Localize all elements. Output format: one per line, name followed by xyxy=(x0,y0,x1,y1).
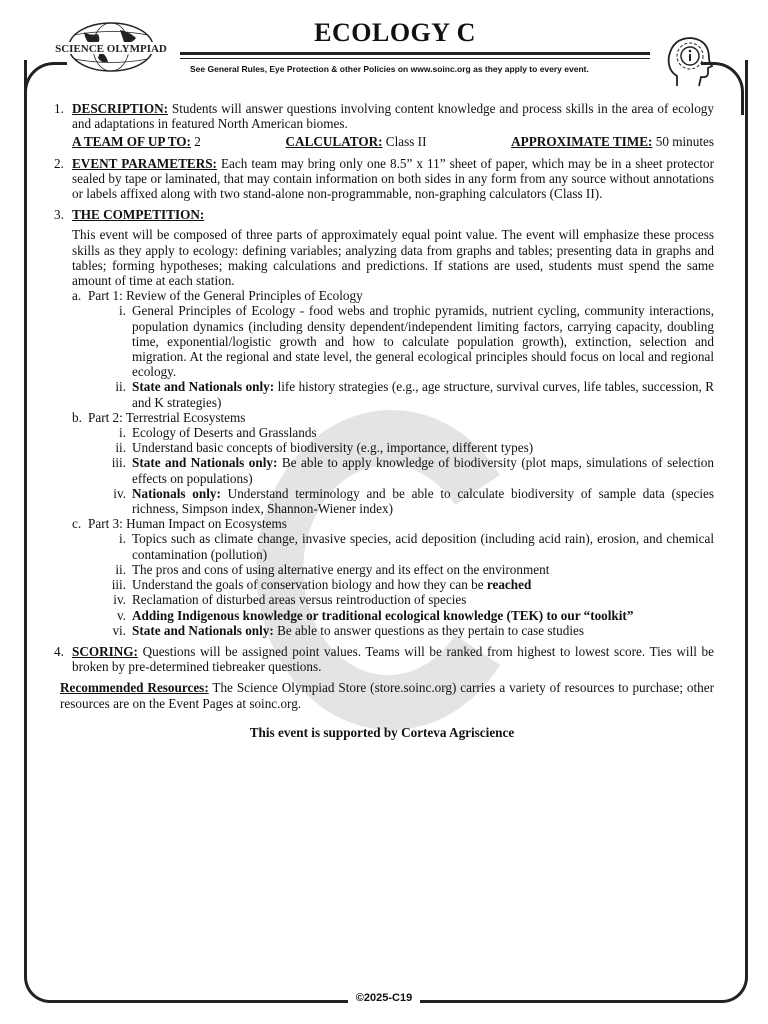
item-number: iii. xyxy=(111,455,126,471)
calculator-label: CALCULATOR: xyxy=(285,134,383,150)
competition-intro: This event will be composed of three parts of approximately equal point value. The event will emphasize these process skills as they apply to ecology: defining variables; analyzing data from graphs and tables; presenting data in graphs and tables; forming hypotheses; making calculations and predictions. If stations are used, students must spend the same amount of time at each station. xyxy=(72,227,714,289)
item-number: i. xyxy=(119,425,126,441)
time-value: 50 minutes xyxy=(652,134,714,150)
item-number: i. xyxy=(119,303,126,319)
list-item xyxy=(88,608,714,623)
section-heading: DESCRIPTION: xyxy=(72,101,168,116)
item-number: iv. xyxy=(113,592,126,608)
section-number: 1. xyxy=(54,101,64,116)
footer xyxy=(0,988,768,1006)
list-item xyxy=(88,425,714,440)
approximate-time xyxy=(511,134,714,149)
item-text: The pros and cons of using alternative energy and its effect on the environment xyxy=(132,561,550,577)
resources-text: The Science Olympiad Store (store.soinc.org) carries a variety of resources to purchase; other resources are on the Event Pages at soinc.org. xyxy=(60,680,714,711)
part-letter: b. xyxy=(72,409,82,425)
logo-text: SCIENCE OLYMPIAD xyxy=(55,43,167,55)
team-size xyxy=(72,134,201,149)
general-rules-note: See General Rules, Eye Protection & other Policies on www.soinc.org as they apply to every event. xyxy=(190,64,589,74)
item-bold: reached xyxy=(486,577,532,593)
list-item xyxy=(88,379,714,409)
item-number: ii. xyxy=(115,561,126,577)
item-text: Reclamation of disturbed areas versus reintroduction of species xyxy=(132,592,467,608)
item-text: Understand terminology and be able to calculate biodiversity of sample data (species richness, Simpson index, Shannon-Wiener index) xyxy=(132,485,714,517)
item-bold: State and Nationals only: xyxy=(132,622,274,638)
list-item xyxy=(88,303,714,379)
section-scoring xyxy=(50,644,714,674)
item-bold: Adding Indigenous knowledge or traditional ecological knowledge (TEK) to our “toolkit” xyxy=(132,607,634,623)
list-item xyxy=(88,592,714,607)
rules-content xyxy=(50,101,714,740)
section-text: Students will answer questions involving content knowledge and process skills in the area of ecology and adaptations in featured North American biomes. xyxy=(72,101,714,132)
sponsor-line: This event is supported by Corteva Agriscience xyxy=(249,724,515,740)
page-title: ECOLOGY C xyxy=(314,18,476,47)
part-title: Part 2: Terrestrial Ecosystems xyxy=(88,409,246,425)
item-number: v. xyxy=(116,607,126,623)
calculator-value: Class II xyxy=(382,134,427,150)
section-heading: EVENT PARAMETERS: xyxy=(72,155,217,171)
part-3 xyxy=(72,516,714,638)
item-number: ii. xyxy=(115,379,126,395)
recommended-resources xyxy=(50,680,714,710)
item-number: iii. xyxy=(111,577,126,593)
section-number: 3. xyxy=(54,207,64,223)
section-competition xyxy=(50,207,714,638)
part-1 xyxy=(72,288,714,410)
header-rule-thin xyxy=(180,58,650,59)
section-heading: THE COMPETITION: xyxy=(72,207,205,223)
header-rule xyxy=(180,52,650,55)
section-heading: SCORING: xyxy=(72,643,138,659)
list-item xyxy=(88,623,714,638)
item-number: iv. xyxy=(113,485,126,501)
item-number: ii. xyxy=(115,440,126,456)
list-item xyxy=(88,455,714,485)
item-text: Be able to answer questions as they pertain to case studies xyxy=(273,622,584,638)
team-size-value: 2 xyxy=(190,134,201,150)
event-info-row xyxy=(72,134,714,149)
item-text: Be able to apply knowledge of biodiversity (plot maps, simulations of selection effects on populations) xyxy=(132,455,714,486)
item-text: Understand basic concepts of biodiversity (e.g., importance, different types) xyxy=(132,440,534,456)
item-text: Ecology of Deserts and Grasslands xyxy=(132,425,317,441)
item-text: Understand the goals of conservation biology and how they can be xyxy=(132,577,487,593)
list-item xyxy=(88,531,714,561)
team-size-label: A TEAM OF UP TO: xyxy=(72,134,191,150)
part-letter: c. xyxy=(72,516,82,532)
item-bold: Nationals only: xyxy=(132,485,221,501)
part-letter: a. xyxy=(72,288,82,304)
head-info-icon xyxy=(663,34,715,88)
item-text: Topics such as climate change, invasive species, acid deposition (including acid rain), erosion, and chemical contamination (pollution) xyxy=(132,531,714,562)
section-text: Questions will be assigned point values. Teams will be ranked from highest to lowest score. Ties will be broken by pre-determined tiebreaker questions. xyxy=(72,643,714,675)
section-event-parameters xyxy=(50,156,714,202)
item-number: vi. xyxy=(112,622,126,638)
part-title: Part 1: Review of the General Principles of Ecology xyxy=(88,288,363,304)
copyright: ©2025-C19 xyxy=(348,992,420,1004)
item-number: i. xyxy=(119,531,126,547)
item-text: General Principles of Ecology - food webs and trophic pyramids, nutrient cycling, community interactions, population dynamics (including density dependent/independent limiting factors, carrying capacity, doubling time, exponential/logistic growth and how to calculate population growth), extinction, selection and migration. At the regional and state level, the general ecological principles should focus on local and regional ecology. xyxy=(132,303,714,380)
calculator-class xyxy=(286,134,427,149)
item-text: life history strategies (e.g., age structure, survival curves, life tables, succession, R and K strategies) xyxy=(132,379,714,410)
list-item xyxy=(88,577,714,592)
section-number: 4. xyxy=(54,643,64,659)
section-number: 2. xyxy=(54,155,64,171)
list-item xyxy=(88,562,714,577)
part-title: Part 3: Human Impact on Ecosystems xyxy=(88,516,287,532)
section-description xyxy=(50,101,714,150)
resources-heading: Recommended Resources: xyxy=(60,680,209,696)
item-bold: State and Nationals only: xyxy=(132,379,275,395)
item-bold: State and Nationals only: xyxy=(132,455,278,471)
part-2 xyxy=(72,410,714,516)
list-item xyxy=(88,440,714,455)
list-item xyxy=(88,486,714,516)
science-olympiad-logo xyxy=(44,20,178,78)
section-text: Each team may bring only one 8.5” x 11” sheet of paper, which may be in a sheet protector sealed by tape or laminated, that may contain information on both sides in any form from any source without annotations or labels affixed along with two stand-alone non-programmable, non-graphing calculators (Class II). xyxy=(72,155,714,202)
time-label: APPROXIMATE TIME: xyxy=(511,134,653,150)
